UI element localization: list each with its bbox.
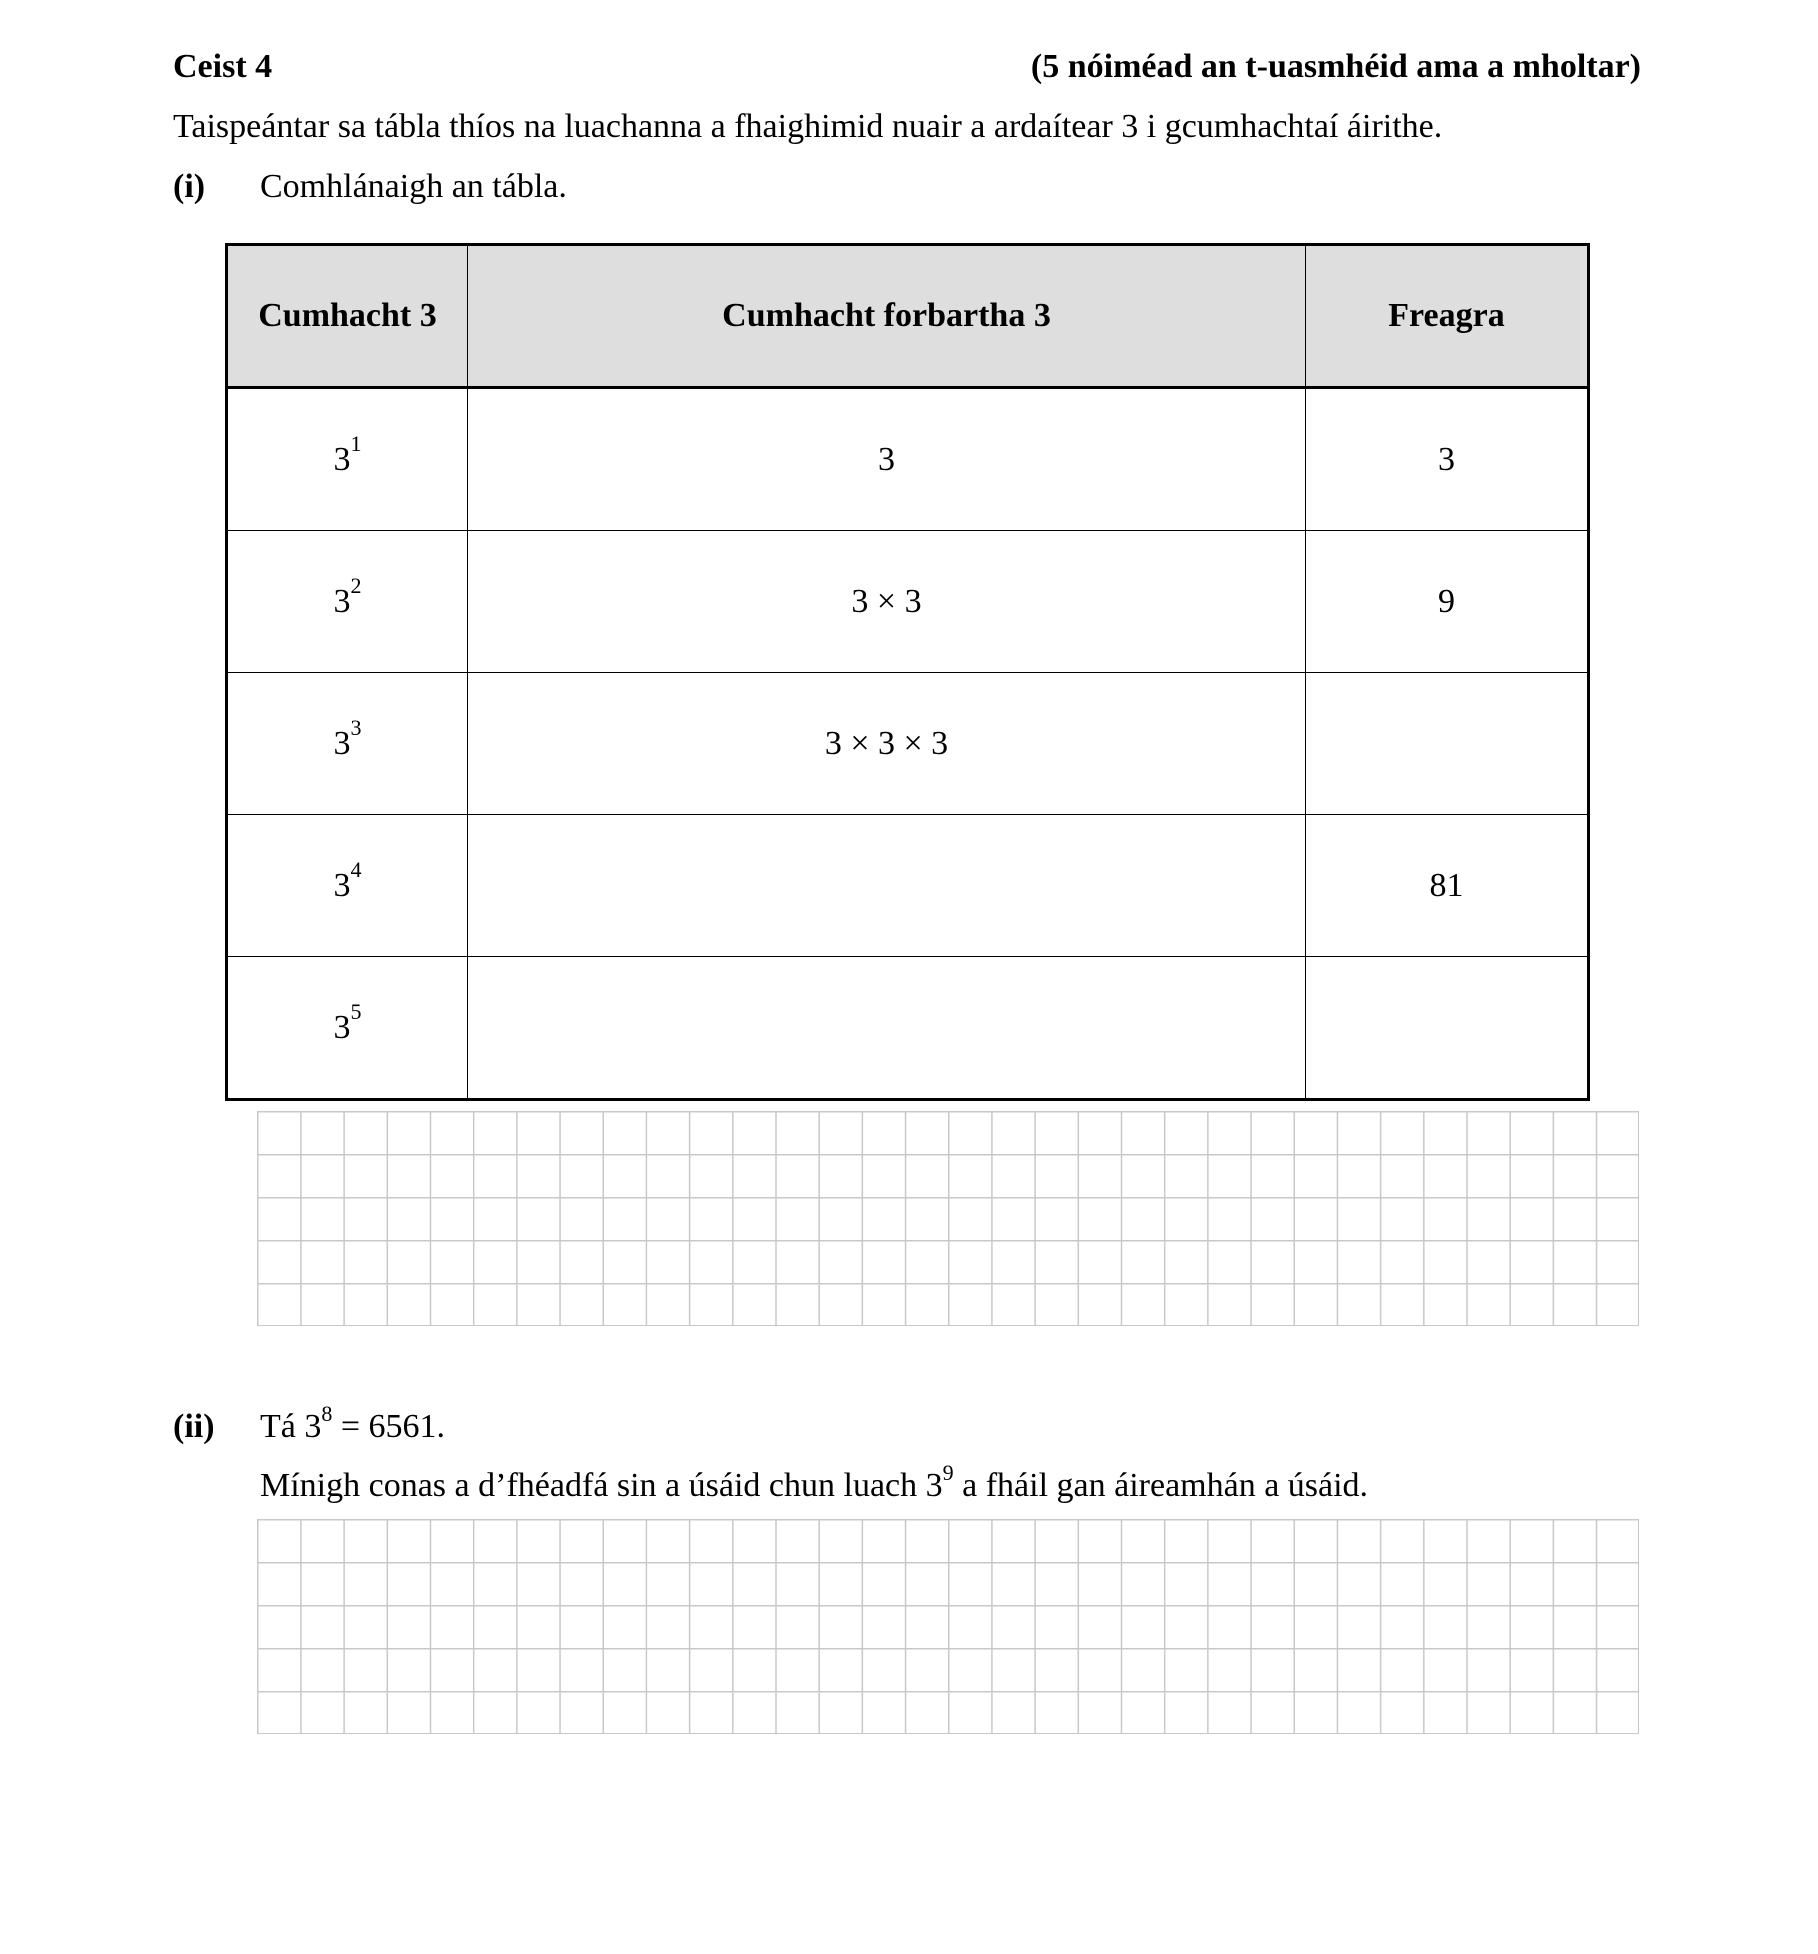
header-answer: Freagra <box>1306 245 1589 388</box>
answer-cell[interactable]: 81 <box>1306 815 1589 957</box>
expanded-cell[interactable]: 3 <box>468 388 1306 531</box>
answer-cell[interactable] <box>1306 673 1589 815</box>
power-cell: $3^4$ <box>227 815 468 957</box>
answer-cell[interactable]: 3 <box>1306 388 1589 531</box>
header-power: Cumhacht 3 <box>227 245 468 388</box>
expanded-cell[interactable]: 3 × 3 × 3 <box>468 673 1306 815</box>
time-note: (5 nóiméad an t-uasmhéid ama a mholtar) <box>1030 48 1641 85</box>
part-i-label: (i) <box>173 168 206 205</box>
power-cell: $3^1$ <box>227 388 468 531</box>
power-cell: $3^5$ <box>227 957 468 1100</box>
answer-grid-part-ii[interactable] <box>257 1519 1639 1734</box>
table-row <box>227 957 1589 1100</box>
table-row <box>227 388 1589 531</box>
answer-grid-part-i[interactable] <box>257 1111 1639 1326</box>
table-row <box>227 673 1589 815</box>
part-ii-statement: Tá $3^8 = 6561$. <box>260 1400 446 1445</box>
question-title: Ceist 4 <box>173 48 273 85</box>
power-cell: $3^2$ <box>227 531 468 673</box>
powers-table <box>225 243 1590 1101</box>
table-row <box>227 815 1589 957</box>
part-i-instruction: Comhlánaigh an tábla. <box>260 168 567 205</box>
table-header-row <box>227 245 1589 388</box>
expanded-cell[interactable] <box>468 957 1306 1100</box>
expanded-cell[interactable] <box>468 815 1306 957</box>
part-ii-label: (ii) <box>173 1408 215 1445</box>
power-cell: $3^3$ <box>227 673 468 815</box>
expanded-cell[interactable]: 3 × 3 <box>468 531 1306 673</box>
header-expanded-power: Cumhacht forbartha 3 <box>468 245 1306 388</box>
part-ii-instruction: Mínigh conas a d’fhéadfá sin a úsáid chun luach $3^9$ a fháil gan áireamhán a úsáid. <box>260 1459 1369 1504</box>
answer-cell[interactable]: 9 <box>1306 531 1589 673</box>
answer-cell[interactable] <box>1306 957 1589 1100</box>
intro-text: Taispeántar sa tábla thíos na luachanna a fhaighimid nuair a ardaítear 3 i gcumhachtaí áirithe. <box>173 108 1443 145</box>
table-row <box>227 531 1589 673</box>
